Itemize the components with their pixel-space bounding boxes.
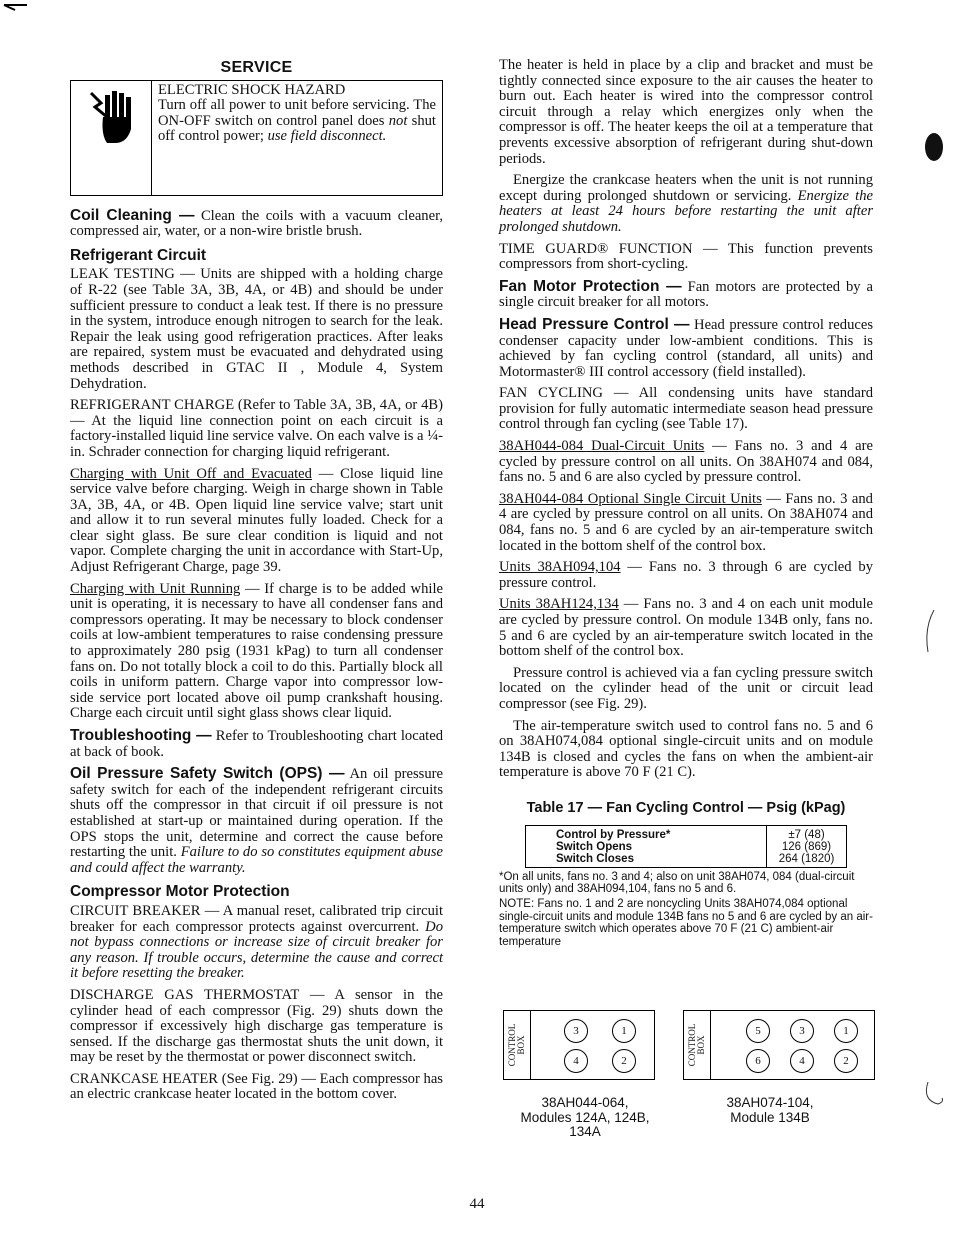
fan-layout-diagram-1 (503, 1010, 655, 1080)
circuit-breaker-italic: Do not bypass connections or increase size of circuit breaker for any reason. If trouble occurs, determine the cause and correct it before resetting the breaker. (70, 918, 443, 982)
circuit-breaker-text: CIRCUIT BREAKER — A manual reset, calibrated trip circuit breaker for each compressor protects against overcurrent. (70, 902, 443, 935)
figure-caption-2: 38AH074-104, Module 134B (726, 1095, 814, 1125)
units-094-text: — Fans no. 3 through 6 are cycled by pressure control. (499, 559, 874, 591)
right-column (499, 58, 873, 951)
single-circuit-heading: 38AH044-084 Optional Single Circuit Units (499, 490, 762, 507)
control-box-1 (504, 1011, 531, 1079)
fan-circle: 5 (746, 1019, 770, 1043)
crankcase-para: CRANKCASE HEATER (See Fig. 29) — Each compressor has an electric crankcase heater located in the bottom cover. (70, 1070, 443, 1103)
margin-mark-icon (916, 1080, 946, 1110)
table17-notes (499, 871, 873, 948)
leak-testing-para: LEAK TESTING — Units are shipped with a holding charge of R-22 (see Table 3A, 3B, 4A, or 4B) and should be under sufficient pressure to conduct a leak test. If there is no pressure in the system, introduce enough nitrogen to search for the leak. Repair the leak using good refrigeration practices. After leaks are repaired, system must be evacuated and dehydrated using methods described in GTAC II , Module 4, System Dehydration. (70, 266, 443, 392)
head-pressure-para (499, 317, 873, 380)
units-124-heading: Units 38AH124,134 (499, 596, 619, 613)
warning-title: ELECTRIC SHOCK HAZARD (158, 81, 346, 98)
units-094-para (499, 560, 873, 591)
charging-running-text: — If charge is to be added while unit is operating, it is necessary to have all condenser fans and compressors operating. It may be necessary to block condenser coils at low-ambient temperatures to raise condensing pressure to approximately 280 psig (1931 kPag) to turn all condenser fans on. Do not totally block a coil to do this. Partially block all coils in uniform pattern. Charge vapor into compressor low-side service port located above oil pump crankshaft housing. Charge each circuit until sight glass shows clear liquid. (70, 580, 443, 722)
fan-circle: 1 (834, 1019, 858, 1043)
control-box-label-2: CONTROL BOX (687, 1023, 706, 1067)
left-column (70, 58, 443, 1109)
air-temp-para: The air-temperature switch used to control fans no. 5 and 6 on 38AH074,084 optional single-circuit units and on module 134B is closed and cycles the fans on when the ambient-air temperature is above 70 F (21 C). (499, 717, 873, 781)
heater-para-1: The heater is held in place by a clip and bracket and must be tightly connected since exposure to the air causes the heater to burn out. Each heater is wired into the compressor control circuit through a relay which energizes only when the compressor is off. The heater keeps the oil at a temperature that prevents excessive absorption of refrigerant during shut-down periods. (499, 57, 873, 167)
fan-circle: 4 (564, 1049, 588, 1073)
control-box-label-1: CONTROL BOX (507, 1023, 526, 1067)
single-circuit-para (499, 492, 873, 554)
fan-cycling-para: FAN CYCLING — All condensing units have standard provision for fully automatic intermediate season head pressure control through fan cycling (see Table 17). (499, 385, 873, 433)
charging-running-para (70, 582, 443, 722)
charging-running-heading: Charging with Unit Running (70, 580, 241, 597)
single-circuit-text: — Fans no. 3 and 4 are cycled by pressure control on all units. On 38AH074 and 084, fans no. 5 and 6 are cycled by an air-temperature switch located in the bottom shelf of the control box. (499, 490, 873, 554)
charging-off-para (70, 467, 443, 576)
fan-circle: 2 (834, 1049, 858, 1073)
table17-value-1: 126 (869) (781, 840, 832, 853)
table17 (525, 825, 847, 868)
troubleshooting-heading: Troubleshooting — (70, 727, 212, 744)
warning-text-a: Turn off all power to unit before servicing. The ON-OFF switch on control panel does (158, 97, 436, 129)
binder-mark-icon (916, 130, 946, 164)
ops-para (70, 766, 443, 876)
coil-cleaning-para (70, 208, 443, 240)
charging-off-text: — Close liquid line service valve before charging. Weigh in charge shown in Table 3A, 3B, 4A, or 4B. Open liquid line service valve; start unit and allow it to run several minutes fully loaded. Check for a clear sight glass. Be sure clear condition is liquid and not vapor. Complete charging the unit in accordance with Start-Up, Adjust Refrigerant Charge, page 39. (70, 465, 443, 576)
dual-circuit-text: — Fans no. 3 and 4 are cycled by pressure control on all units. On 38AH074 and 084, fans no. 5 and 6 are also cycled by pressure control. (499, 438, 873, 486)
table17-values (767, 826, 846, 867)
fan-circle: 3 (564, 1019, 588, 1043)
table17-footnote: *On all units, fans no. 3 and 4; also on unit 38AH074, 084 (dual-circuit units only) and 38AH094,104, fans no 5 and 6. (499, 870, 855, 895)
table17-value-2: 264 (1820) (778, 852, 835, 865)
fan-circle: 6 (746, 1049, 770, 1073)
units-094-heading: Units 38AH094,104 (499, 559, 621, 576)
corner-mark (3, 2, 29, 12)
charging-off-heading: Charging with Unit Off and Evacuated (70, 465, 312, 482)
ops-text: An oil pressure safety switch for each of the independent refrigerant circuits shuts off the compressor in that circuit if oil pressure is not established at start-up or maintained during operation. If the OPS stops the unit, determine and correct the cause before restarting the unit. (70, 766, 443, 861)
ops-italic: Failure to do so constitutes equipment abuse and could affect the warranty. (70, 844, 443, 876)
fan-circle: 4 (790, 1049, 814, 1073)
ops-heading: Oil Pressure Safety Switch (OPS) — (70, 765, 345, 783)
heater-italic-2: Energize the heaters at least 24 hours before restarting the unit after prolonged shutdown. (499, 187, 873, 235)
coil-cleaning-text: Clean the coils with a vacuum cleaner, compressed air, water, or a non-wire bristle brush. (70, 207, 443, 240)
table17-note: NOTE: Fans no. 1 and 2 are noncycling Units 38AH074,084 optional single-circuit units and module 134B fans no 5 and 6 are cycled by an air-temperature switch which operates above 70 F (21 C) ambient-air temperature (499, 898, 873, 948)
table17-value-0: ±7 (48) (788, 828, 825, 841)
head-pressure-text: Head pressure control reduces condenser capacity under low-ambient conditions. This is achieved by fan cycling control (standard, all units) and Motormaster® III control accessory (field installed). (499, 316, 873, 380)
fan-layout-diagram-2 (683, 1010, 875, 1080)
refrigerant-charge-para: REFRIGERANT CHARGE (Refer to Table 3A, 3B, 4A, or 4B) — At the liquid line connection point on each circuit is a factory-installed liquid line service valve. On each valve is a ¼-in. Schrader connection for charging liquid refrigerant. (70, 397, 443, 460)
warning-text-b: not (388, 112, 408, 129)
margin-mark-icon (920, 608, 940, 654)
warning-text-d: use field disconnect. (267, 128, 387, 145)
table17-label-2: Switch Closes (556, 852, 634, 865)
time-guard-para: TIME GUARD® FUNCTION — This function prevents compressors from short-cycling. (499, 240, 873, 273)
control-box-2 (684, 1011, 711, 1079)
fan-circle: 3 (790, 1019, 814, 1043)
fan-circle: 1 (612, 1019, 636, 1043)
fan-circle: 2 (612, 1049, 636, 1073)
dual-circuit-heading: 38AH044-084 Dual-Circuit Units (499, 438, 705, 455)
page-number: 44 (469, 1196, 485, 1212)
heater-text-2: Energize the crankcase heaters when the unit is not running except during prolonged shutdown or servicing. (499, 172, 873, 204)
troubleshooting-para (70, 728, 443, 760)
units-124-para (499, 597, 873, 659)
warning-box (70, 80, 443, 196)
warning-text (152, 81, 442, 195)
head-pressure-heading: Head Pressure Control — (499, 315, 690, 333)
dual-circuit-para (499, 439, 873, 486)
fan-motor-para (499, 279, 873, 311)
figure-caption-1: 38AH044-064, Modules 124A, 124B, 134A (520, 1095, 650, 1139)
table17-label-1: Switch Opens (556, 840, 633, 853)
circuit-breaker-para (70, 904, 443, 982)
warning-text-c: shut off control power; (158, 112, 436, 145)
table17-title: Table 17 — Fan Cycling Control — Psig (kPag) (526, 799, 846, 816)
fan-motor-heading: Fan Motor Protection — (499, 277, 682, 295)
table17-labels (526, 826, 767, 867)
pressure-control-para: Pressure control is achieved via a fan cycling pressure switch located on the cylinder head of the unit or circuit lead compressor (see Fig. 29). (499, 664, 873, 712)
section-title: SERVICE (220, 59, 293, 76)
coil-cleaning-heading: Coil Cleaning — (70, 206, 195, 224)
units-124-text: — Fans no. 3 and 4 on each unit module are cycled by pressure control. On module 134B only, fans no. 5 and 6 are cycled by an air-temperature switch located in the bottom shelf of the control box. (499, 596, 873, 660)
shock-hazard-icon (71, 81, 152, 195)
fan-motor-text: Fan motors are protected by a single circuit breaker for all motors. (499, 278, 873, 311)
refrigerant-circuit-heading: Refrigerant Circuit (70, 246, 207, 264)
troubleshooting-text: Refer to Troubleshooting chart located at back of book. (70, 728, 444, 760)
compressor-motor-heading: Compressor Motor Protection (70, 883, 290, 901)
thermostat-para: DISCHARGE GAS THERMOSTAT — A sensor in the cylinder head of each compressor (Fig. 29) shuts down the compressor if excessively high discharge gas temperature is sensed. If the discharge gas thermostat shuts the unit down, it may be reset by the thermostat or power disconnect switch. (70, 986, 443, 1066)
heater-para-2 (499, 173, 873, 235)
table17-label-0: Control by Pressure* (556, 828, 671, 841)
